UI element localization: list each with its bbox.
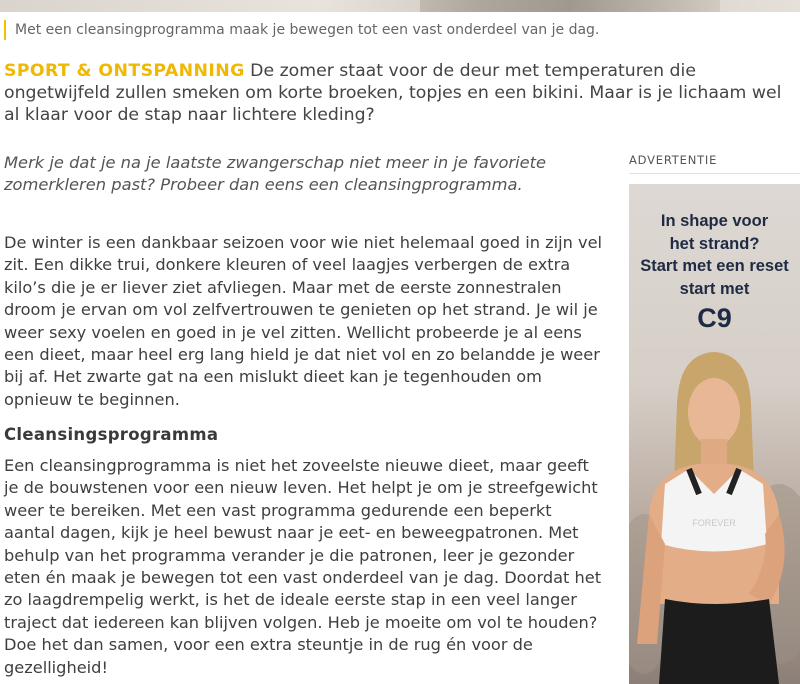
- ad-line-1: In shape voor: [660, 212, 769, 230]
- section-heading: Cleansingsprogramma: [4, 425, 219, 444]
- ad-model-photo: [629, 344, 800, 684]
- ad-line-4: start met: [679, 279, 750, 298]
- article-intro: [4, 60, 784, 126]
- intro-text: De zomer staat voor de deur met temperaturen die ongetwijfeld zullen smeken om korte broeken, topjes en een bikini. Maar is je lichaam wel al klaar voor de stap naar lichtere kleding?: [4, 61, 782, 125]
- ad-label: ADVERTENTIE: [629, 151, 800, 174]
- advertisement-banner[interactable]: [629, 184, 800, 684]
- ad-logo-text: FOREVER: [692, 518, 736, 528]
- header-photo-edge: [0, 0, 800, 12]
- ad-line-3: Start met een reset: [640, 257, 789, 275]
- category-kicker[interactable]: SPORT & ONTSPANNING: [4, 61, 245, 81]
- article-paragraph-1: De winter is een dankbaar seizoen voor wie niet helemaal goed in zijn vel zit. Een dikke trui, donkere kleuren of veel laagjes verbergen de extra kilo’s die je er liever ziet afvliegen. Maar met de eerste zonnestralen droom je ervan om vol zelfvertrouwen te genieten op het strand. Je wil je weer sexy voelen en goed in je vel zitten. Wellicht probeerde je al eens een dieet, maar heel erg lang hield je dat niet vol en zo belandde je weer bij af. Het zwarte gat na een mislukt dieet kan je tegenhouden om opnieuw te beginnen.: [4, 233, 603, 409]
- article-paragraph-2: Een cleansingprogramma is niet het zoveelste nieuwe dieet, maar geeft je de bouwstenen voor een nieuw leven. Het helpt je om je streefgewicht weer te bereiken. Met een vast programma gedurende een beperkt aantal dagen, kijk je heel bewust naar je eet- en beweegpatronen. Met behulp van het programma verander je die patronen, leer je gezonder eten én maak je bewegen tot een vast onderdeel van je dag. Doordat het zo laagdrempelig werkt, is het de ideale eerste stap in een veel langer traject dat iedereen kan blijven volgen. Heb je moeite om vol te houden? Doe het dan samen, voor een extra steuntje in de rug én voor de gezelligheid!: [4, 456, 602, 677]
- ad-line-2: het strand?: [669, 234, 760, 253]
- photo-caption: Met een cleansingprogramma maak je bewegen tot een vast onderdeel van je dag.: [4, 20, 599, 40]
- ad-product-name: C9: [697, 303, 732, 333]
- ad-headline[interactable]: [629, 210, 800, 336]
- article-lede: Merk je dat je na je laatste zwangerschap niet meer in je favoriete zomerkleren past? Probeer dan eens een cleansingprogramma.: [4, 153, 547, 194]
